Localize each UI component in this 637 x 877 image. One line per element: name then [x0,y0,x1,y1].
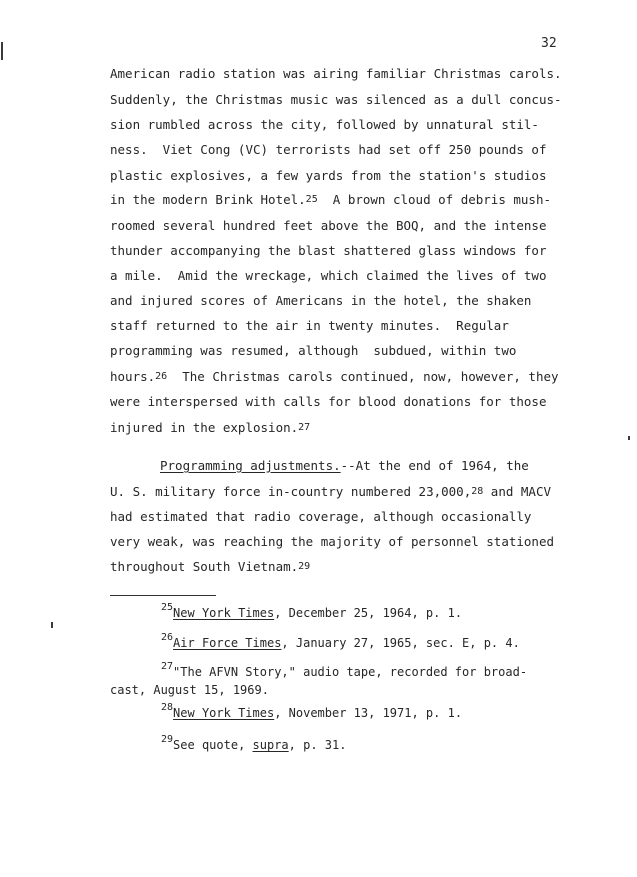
footnote-text: , p. 31. [288,738,347,752]
left-margin-dot [51,622,53,628]
body-line [110,559,310,575]
body-line [110,420,310,436]
footnote [161,602,463,621]
body-line: a mile. Amid the wreckage, which claimed the lives of two [110,268,547,283]
body-line: staff returned to the air in twenty minutes. Regular [110,318,509,333]
body-line: ness. Viet Cong (VC) terrorists had set off 250 pounds of [110,142,547,157]
footnote-text: , January 27, 1965, sec. E, p. 4. [281,636,520,650]
body-text: injured in the explosion. [110,420,299,435]
left-margin-mark [1,42,3,60]
footnote-text: , December 25, 1964, p. 1. [274,606,463,620]
body-line: had estimated that radio coverage, although occasionally [110,509,532,524]
footnote-text: , November 13, 1971, p. 1. [274,706,463,720]
body-line: roomed several hundred feet above the BOQ, and the intense [110,218,547,233]
body-text: A brown cloud of debris mush- [317,192,552,207]
right-margin-mark [628,436,630,440]
body-text: The Christmas carols continued, now, however, they [167,369,559,384]
body-line: Suddenly, the Christmas music was silenced as a dull concus- [110,92,562,107]
footnote-continuation: cast, August 15, 1969. [110,683,269,697]
section-heading: Programming adjustments. [160,458,341,473]
body-line: American radio station was airing familiar Christmas carols. [110,66,562,81]
body-text: in the modern Brink Hotel. [110,192,306,207]
footnote-text: See quote, [173,738,253,752]
footnote-number: 25 [161,602,174,613]
body-line [110,192,551,208]
footnote-number: 29 [161,734,174,745]
body-line [110,484,551,500]
body-line: plastic explosives, a few yards from the station's studios [110,168,547,183]
body-text: hours. [110,369,156,384]
body-line: and injured scores of Americans in the hotel, the shaken [110,293,532,308]
body-text: U. S. military force in-country numbered 23,000, [110,484,472,499]
footnote-source-title: New York Times [173,706,275,720]
footnote-ref: 28 [471,486,484,497]
footnote-supra: supra [252,738,289,752]
footnote [161,661,528,680]
footnote [161,632,520,651]
footnote-number: 28 [161,702,174,713]
body-text: throughout South Vietnam. [110,559,299,574]
body-line: very weak, was reaching the majority of personnel stationed [110,534,555,549]
footnote-number: 26 [161,632,174,643]
body-line: sion rumbled across the city, followed by unnatural stil- [110,117,539,132]
body-line [160,458,529,474]
body-text: --At the end of 1964, the [340,458,529,473]
footnote-separator [110,595,216,596]
footnote [161,702,463,721]
footnote-source-title: Air Force Times [173,636,282,650]
body-line: programming was resumed, although subdued, within two [110,343,517,358]
page-number: 32 [541,36,557,51]
footnote-source-title: New York Times [173,606,275,620]
footnote-ref: 26 [155,371,168,382]
body-line [110,369,559,385]
footnote-ref: 27 [298,422,311,433]
footnote-ref: 29 [298,561,311,572]
footnote [161,734,347,753]
body-text: and MACV [483,484,552,499]
footnote-ref: 25 [305,194,318,205]
body-line: thunder accompanying the blast shattered glass windows for [110,243,547,258]
footnote-text: "The AFVN Story," audio tape, recorded for broad- [173,665,528,679]
body-line: were interspersed with calls for blood donations for those [110,394,547,409]
footnote-number: 27 [161,661,174,672]
